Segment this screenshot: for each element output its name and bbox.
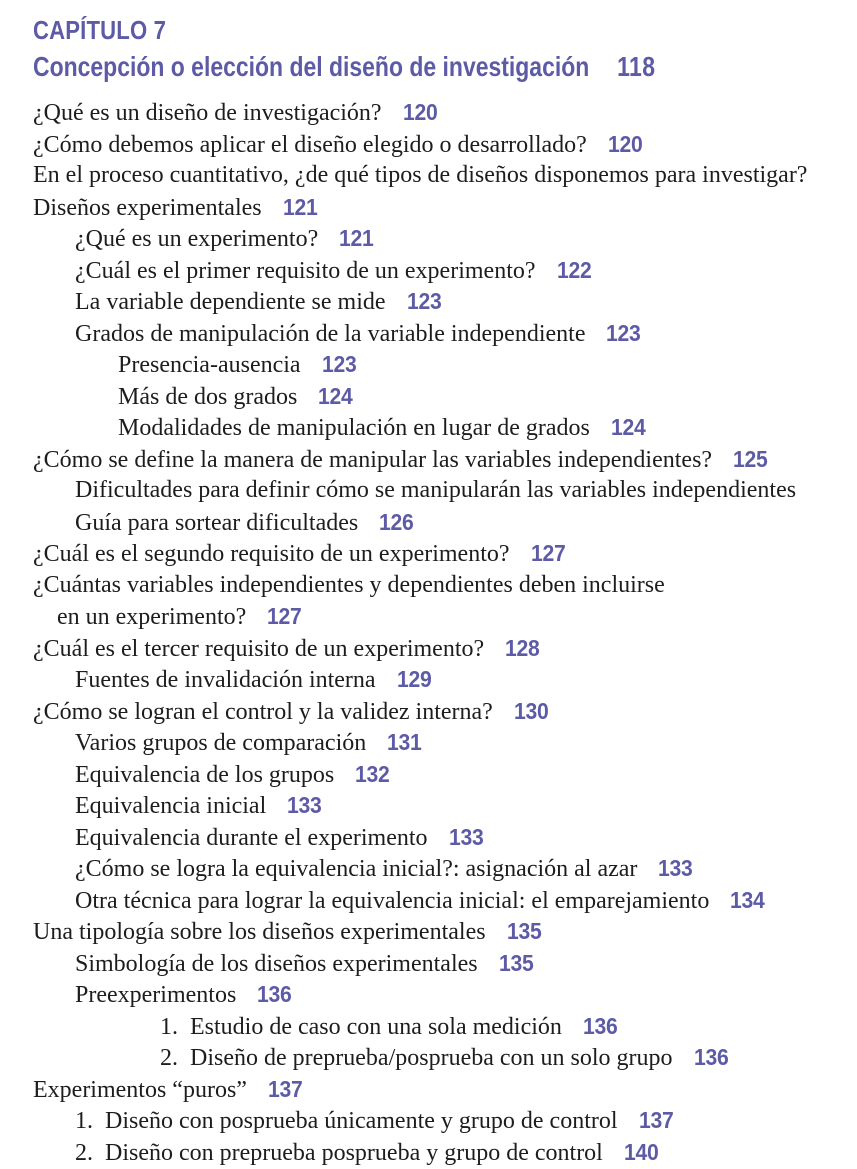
toc-entry-title: La variable dependiente se mide — [75, 289, 386, 315]
toc-entry — [33, 1074, 857, 1106]
chapter-title: Concepción o elección del diseño de investigación — [33, 51, 590, 82]
toc-entry-title: Más de dos grados — [118, 383, 298, 410]
toc-entry-title: 2. Diseño con preprueba posprueba y grupo de control — [75, 1139, 603, 1166]
toc-entry-page-number: 123 — [321, 351, 357, 377]
toc-entry-title: Modalidades de manipulación en lugar de grados — [118, 415, 590, 441]
toc-entry — [33, 633, 857, 665]
toc-entry-title: Diseños experimentales — [33, 194, 262, 221]
chapter-page-number: 118 — [617, 51, 656, 82]
toc-entry-title: ¿Cómo debemos aplicar el diseño elegido o desarrollado? — [33, 131, 587, 158]
toc-entry-title: Preexperimentos — [75, 982, 237, 1008]
toc-entry — [75, 979, 857, 1011]
toc-entry-title: Equivalencia de los grupos — [75, 761, 335, 788]
toc-entry-page-number: 137 — [638, 1107, 674, 1133]
toc-entry-page-number: 126 — [379, 508, 414, 535]
toc-entry-page-number: 136 — [693, 1044, 729, 1070]
toc-entry — [118, 349, 857, 381]
toc-entry-page-number: 121 — [282, 193, 318, 220]
toc-entry-page-number: 134 — [730, 886, 765, 913]
toc-entry-title: Una tipología sobre los diseños experimentales — [33, 919, 486, 945]
toc-entry — [75, 727, 857, 759]
toc-entry-title: Grados de manipulación de la variable independiente — [75, 320, 586, 347]
toc-entry-title: Equivalencia inicial — [75, 793, 267, 819]
toc-entry-title: ¿Qué es un experimento? — [75, 226, 319, 252]
toc-entry — [33, 97, 857, 129]
toc-entry — [160, 1011, 857, 1043]
toc-entry — [75, 759, 857, 791]
toc-entry — [75, 1137, 857, 1169]
toc-entry-page-number: 123 — [606, 319, 641, 346]
toc-entry — [33, 160, 857, 192]
toc-entry-title: 1. Estudio de caso con una sola medición — [160, 1013, 562, 1040]
toc-entry-page-number: 133 — [658, 855, 693, 881]
toc-entry-title: Equivalencia durante el experimento — [75, 824, 428, 851]
toc-entry-page-number: 132 — [355, 760, 390, 787]
toc-entry-title: ¿Cómo se logran el control y la validez interna? — [33, 698, 493, 725]
toc-entry — [33, 916, 857, 948]
toc-entry-page-number: 124 — [318, 382, 353, 409]
toc-entry-page-number: 122 — [556, 256, 592, 283]
toc-entry-page-number: 125 — [733, 445, 768, 472]
toc-entry-title: En el proceso cuantitativo, ¿de qué tipos de diseños disponemos para investigar? — [33, 162, 808, 188]
toc-entry-page-number: 136 — [257, 981, 292, 1007]
toc-entry-title: Presencia-ausencia — [118, 352, 301, 378]
toc-entry-page-number: 136 — [582, 1012, 618, 1039]
toc-entry — [75, 948, 857, 980]
toc-list — [33, 97, 857, 1168]
toc-entry — [75, 318, 857, 350]
chapter-label: CAPÍTULO 7 — [33, 15, 167, 45]
toc-entry-title: Guía para sortear dificultades — [75, 509, 359, 536]
toc-entry — [33, 444, 857, 476]
toc-entry — [75, 1105, 857, 1137]
toc-entry-page-number: 121 — [339, 225, 374, 251]
toc-entry — [33, 538, 857, 570]
toc-entry — [33, 129, 857, 161]
toc-entry-page-number: 128 — [505, 634, 540, 661]
toc-entry — [75, 822, 857, 854]
toc-entry — [75, 790, 857, 822]
toc-entry-page-number: 129 — [396, 666, 432, 692]
toc-entry — [75, 475, 857, 507]
toc-entry-title: ¿Cuál es el primer requisito de un experimento? — [75, 257, 536, 284]
toc-entry — [57, 601, 857, 633]
toc-entry — [75, 223, 857, 255]
toc-entry-page-number: 123 — [406, 288, 442, 314]
toc-entry — [33, 192, 857, 224]
toc-entry-page-number: 131 — [387, 729, 422, 755]
toc-entry-page-number: 137 — [267, 1075, 303, 1102]
toc-entry-title: Dificultades para definir cómo se manipularán las variables independientes — [75, 477, 797, 503]
toc-entry-page-number: 133 — [448, 823, 484, 850]
toc-entry-title: 1. Diseño con posprueba únicamente y grupo de control — [75, 1108, 618, 1134]
toc-entry-page-number: 124 — [610, 414, 646, 440]
toc-entry-title: ¿Qué es un diseño de investigación? — [33, 100, 382, 126]
toc-entry-page-number: 120 — [607, 130, 643, 157]
toc-entry-title: Experimentos “puros” — [33, 1076, 247, 1103]
toc-entry-page-number: 133 — [287, 792, 322, 818]
chapter-title-row — [33, 50, 709, 84]
toc-entry — [75, 664, 857, 696]
toc-entry-title: ¿Cómo se logra la equivalencia inicial?: asignación al azar — [75, 856, 638, 882]
toc-entry — [75, 853, 857, 885]
toc-entry — [118, 412, 857, 444]
toc-entry-title: 2. Diseño de preprueba/posprueba con un solo grupo — [160, 1045, 673, 1071]
toc-entry-page-number: 140 — [623, 1138, 659, 1165]
toc-entry-page-number: 120 — [402, 99, 438, 125]
toc-entry-page-number: 127 — [530, 540, 566, 566]
toc-entry — [33, 570, 857, 602]
toc-entry-title: Otra técnica para lograr la equivalencia inicial: el emparejamiento — [75, 887, 710, 914]
toc-entry-title: ¿Cuántas variables independientes y dependientes deben incluirse — [33, 571, 665, 598]
toc-entry-title: en un experimento? — [57, 604, 247, 630]
toc-entry-page-number: 135 — [498, 949, 534, 976]
toc-entry — [33, 696, 857, 728]
toc-entry — [75, 286, 857, 318]
toc-entry — [75, 885, 857, 917]
toc-entry — [160, 1042, 857, 1074]
toc-entry-page-number: 135 — [506, 918, 542, 944]
toc-entry-page-number: 127 — [267, 603, 302, 629]
toc-entry-title: Simbología de los diseños experimentales — [75, 950, 478, 977]
toc-entry-title: ¿Cuál es el tercer requisito de un experimento? — [33, 635, 485, 662]
toc-entry-title: Varios grupos de comparación — [75, 730, 367, 756]
toc-entry — [118, 381, 857, 413]
toc-entry-title: ¿Cuál es el segundo requisito de un experimento? — [33, 541, 510, 567]
toc-entry-title: Fuentes de invalidación interna — [75, 667, 376, 693]
toc-entry-title: ¿Cómo se define la manera de manipular las variables independientes? — [33, 446, 713, 473]
toc-entry — [75, 255, 857, 287]
toc-entry — [75, 507, 857, 539]
toc-entry-page-number: 130 — [513, 697, 549, 724]
